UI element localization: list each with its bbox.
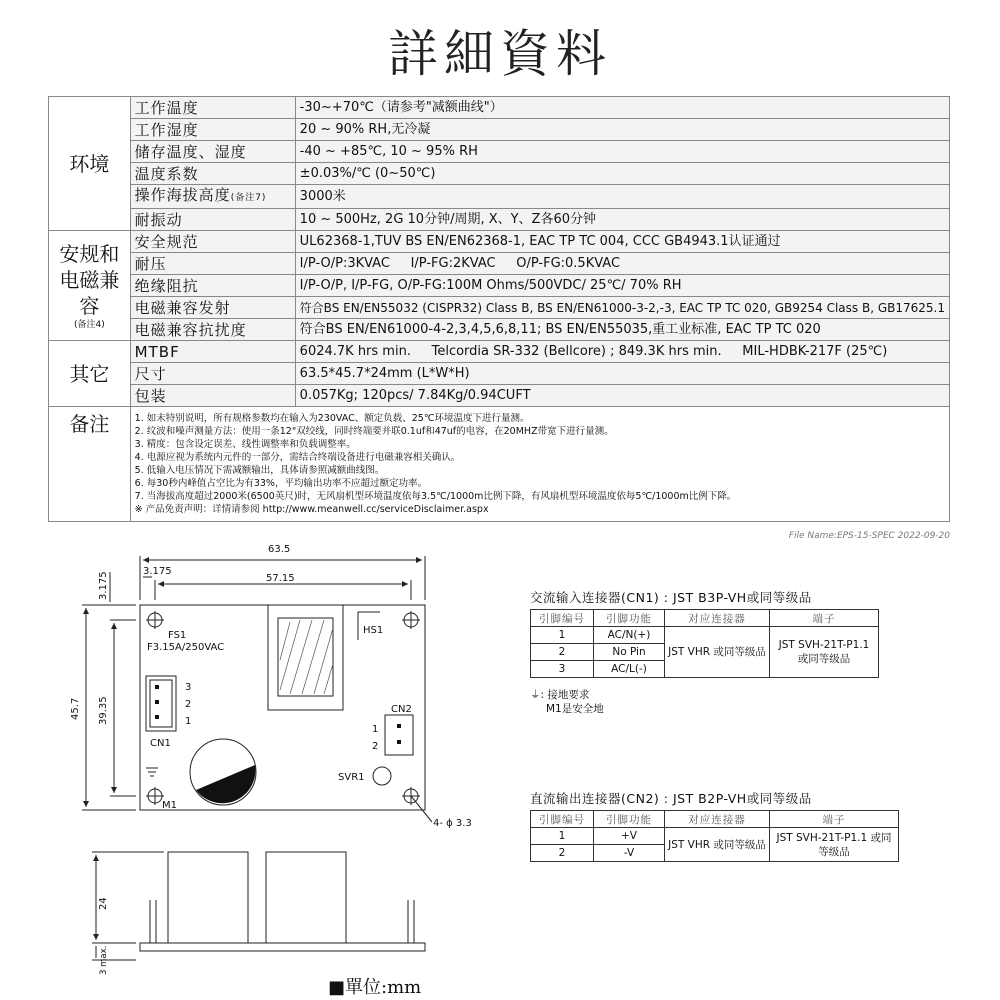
m1-legend-line: M1是安全地 — [546, 703, 604, 715]
note-item: 4. 电源应视为系统内元件的一部分，需结合终端设备进行电磁兼容相关确认。 — [134, 452, 461, 463]
spec-label: MTBF — [130, 341, 295, 363]
spec-label: 电磁兼容发射 — [130, 297, 295, 319]
group-environment: 环境 — [49, 97, 131, 231]
table-header-row — [531, 610, 879, 627]
pin-function: +V — [594, 828, 665, 845]
cn1-pin-number: 1 — [185, 716, 192, 727]
cn1-pin-number: 3 — [185, 682, 192, 693]
mating-connector: JST VHR 或同等级品 — [665, 627, 770, 678]
pin-function: No Pin — [594, 644, 665, 661]
spec-value: 20 ~ 90% RH,无冷凝 — [295, 119, 949, 141]
spec-label: 电磁兼容抗扰度 — [130, 319, 295, 341]
page-title: 詳細資料 — [388, 25, 612, 83]
table-header-row — [531, 811, 899, 828]
spec-value: 6024.7K hrs min. Telcordia SR-332 (Bellcore) ; 849.3K hrs min. MIL-HDBK-217F (25℃) — [295, 341, 949, 363]
hole-label: 4- ϕ 3.3 — [433, 818, 472, 829]
pin-number: 2 — [531, 845, 594, 862]
spec-label: 尺寸 — [130, 363, 295, 385]
spec-label: 包装 — [130, 385, 295, 407]
spec-value: 63.5*45.7*24mm (L*W*H) — [295, 363, 949, 385]
column-header: 对应连接器 — [665, 811, 770, 828]
dim-hole-y: 39.35 — [98, 696, 109, 725]
ground-symbol — [146, 768, 158, 776]
svr-trimmer — [373, 767, 391, 785]
dim-length: 63.5 — [268, 544, 291, 555]
pin-function: AC/N(+) — [594, 627, 665, 644]
column-header: 对应连接器 — [665, 610, 770, 627]
dim-pin: 3 max. — [99, 945, 109, 975]
cn2-pin-number: 1 — [372, 724, 379, 735]
mating-connector: JST VHR 或同等级品 — [665, 828, 770, 862]
dim-height: 24 — [98, 897, 109, 910]
note-item: 7. 当海拔高度超过2000米(6500英尺)时，无风扇机型环境温度依每3.5℃/1000m比例下降，有风扇机型环境温度依每5℃/1000m比例下降。 — [134, 491, 737, 502]
dim-hole-offset: 3.175 — [143, 566, 172, 577]
pin-function: AC/L(-) — [594, 661, 665, 678]
capacitor-polarity-mark — [196, 765, 255, 803]
pin-number: 3 — [531, 661, 594, 678]
table-row — [531, 627, 879, 644]
cn2-connector — [385, 715, 413, 755]
spec-label: 耐压 — [130, 253, 295, 275]
column-header: 端子 — [770, 610, 879, 627]
terminal: JST SVH-21T-P1.1 或同等级品 — [770, 828, 899, 862]
spec-value: I/P-O/P:3KVAC I/P-FG:2KVAC O/P-FG:0.5KVAC — [295, 253, 949, 275]
note-item: 5. 低输入电压情况下需减额输出，具体请参照减额曲线图。 — [134, 465, 385, 476]
dim-width: 45.7 — [70, 697, 81, 720]
cn2-block — [530, 789, 899, 862]
spec-value: 0.057Kg; 120pcs/ 7.84Kg/0.94CUFT — [295, 385, 949, 407]
spec-value: 符合BS EN/EN61000-4-2,3,4,5,6,8,11; BS EN/EN55035,重工业标准, EAC TP TC 020 — [295, 319, 949, 341]
heatsink — [268, 605, 343, 710]
column-header: 引脚编号 — [531, 610, 594, 627]
dim-top-offset: 3.175 — [98, 571, 109, 600]
side-capacitor — [266, 852, 346, 943]
pin-number: 1 — [531, 627, 594, 644]
fuse-label: FS1 — [168, 630, 187, 641]
ground-legend — [530, 688, 604, 716]
table-row — [531, 828, 899, 845]
ground-legend-line: ⏚: 接地要求 — [530, 689, 590, 701]
cn2-pin-number: 2 — [372, 741, 379, 752]
cn2-label: CN2 — [391, 704, 412, 715]
spec-label: 温度系数 — [130, 163, 295, 185]
terminal: JST SVH-21T-P1.1 或同等级品 — [770, 627, 879, 678]
note-item: 3. 精度：包含设定误差、线性调整率和负载调整率。 — [134, 439, 356, 450]
spec-value: 符合BS EN/EN55032 (CISPR32) Class B, BS EN/EN61000-3-2,-3, EAC TP TC 020, GB9254 Class B, GB17625.1 — [295, 297, 949, 319]
note-item: 2. 纹波和噪声测量方法：使用一条12"双绞线，同时终端要并联0.1uf和47uf的电容，在20MHZ带宽下进行量测。 — [134, 426, 614, 437]
cn1-label: CN1 — [150, 738, 171, 749]
pin-function: -V — [594, 845, 665, 862]
pin-number: 1 — [531, 828, 594, 845]
cn1-title: 交流输入连接器(CN1) : JST B3P-VH或同等级品 — [530, 590, 812, 605]
spec-label-note: (备注7) — [230, 193, 267, 203]
column-header: 引脚编号 — [531, 811, 594, 828]
spec-value: 3000米 — [295, 185, 949, 209]
cn1-block — [530, 588, 879, 678]
side-board — [140, 943, 425, 951]
group-other: 其它 — [49, 341, 131, 407]
spec-value: 10 ~ 500Hz, 2G 10分钟/周期, X、Y、Z各60分钟 — [295, 209, 949, 231]
dim-hole-spacing: 57.15 — [266, 573, 295, 584]
note-item: 6. 每30秒内峰值占空比为有33%，平均输出功率不应超过额定功率。 — [134, 478, 427, 489]
cn1-pin-number: 2 — [185, 699, 192, 710]
spec-value: ±0.03%/℃ (0~50℃) — [295, 163, 949, 185]
spec-label: 绝缘阻抗 — [130, 275, 295, 297]
heatsink-label: HS1 — [363, 625, 384, 636]
cn1-table — [530, 609, 879, 678]
note-item: 1. 如未特别说明，所有规格参数均在输入为230VAC、额定负载、25℃环境温度下进行量测。 — [134, 413, 530, 424]
note-item: ※ 产品免责声明：详情请参阅 http://www.meanwell.cc/serviceDisclaimer.aspx — [134, 504, 489, 515]
fuse-rating: F3.15A/250VAC — [147, 642, 225, 653]
spec-value: -40 ~ +85℃, 10 ~ 95% RH — [295, 141, 949, 163]
side-transformer — [168, 852, 248, 943]
units-label: ■單位:mm — [328, 977, 422, 998]
spec-label: 储存温度、湿度 — [130, 141, 295, 163]
spec-value: -30~+70℃（请参考"减额曲线"） — [295, 97, 949, 119]
column-header: 引脚功能 — [594, 610, 665, 627]
spec-label: 耐振动 — [130, 209, 295, 231]
spec-label: 工作温度 — [130, 97, 295, 119]
m1-label: M1 — [162, 800, 177, 811]
pin-number: 2 — [531, 644, 594, 661]
spec-value: I/P-O/P, I/P-FG, O/P-FG:100M Ohms/500VDC/ 25℃/ 70% RH — [295, 275, 949, 297]
spec-value: UL62368-1,TUV BS EN/EN62368-1, EAC TP TC 004, CCC GB4943.1认证通过 — [295, 231, 949, 253]
group-safety-note: (备注4) — [73, 319, 105, 330]
spec-label-text: 操作海拔高度 — [134, 186, 231, 204]
column-header: 引脚功能 — [594, 811, 665, 828]
spec-label: 工作湿度 — [130, 119, 295, 141]
svr-label: SVR1 — [338, 772, 365, 783]
column-header: 端子 — [770, 811, 899, 828]
file-name: File Name:EPS-15-SPEC 2022-09-20 — [788, 531, 950, 541]
group-safety-title: 安规和电磁兼容 — [59, 241, 120, 318]
spec-label: 安全规范 — [130, 231, 295, 253]
group-notes: 备注 — [49, 407, 131, 522]
cn2-table — [530, 810, 899, 862]
cn2-title: 直流输出连接器(CN2) : JST B2P-VH或同等级品 — [530, 791, 812, 806]
